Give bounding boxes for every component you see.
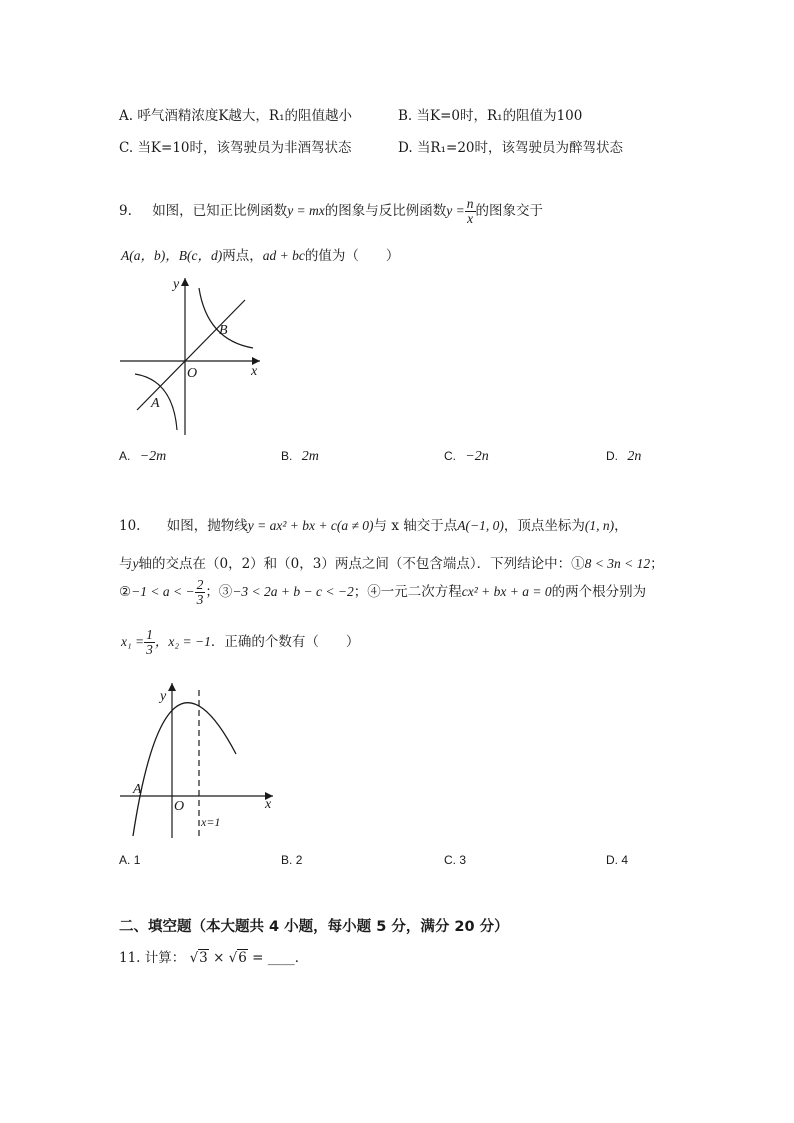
q11-equals: = xyxy=(252,950,264,966)
q10-equation: y = ax² + bx + c(a ≠ 0) xyxy=(247,518,374,533)
q10-x2: ，x₂ = −1 xyxy=(154,634,211,650)
q8-option-b-text: 当K=0时，R₁的阻值为100 xyxy=(416,108,583,124)
q10-stem4-tail: ．正确的个数有（ ） xyxy=(210,634,360,651)
q8-option-c-letter: C. xyxy=(119,140,134,156)
q11-answer-blank: ____ xyxy=(267,950,295,966)
q9-func2-lhs: y = xyxy=(446,203,465,219)
q10-stem2-d: ； xyxy=(650,556,664,572)
q11-prefix: 11. 计算： xyxy=(119,950,186,966)
q9-stem-line1 xyxy=(119,197,543,226)
q11-tail: ． xyxy=(294,950,309,966)
q9-option-d-letter: D. xyxy=(606,449,618,463)
q10-option-c-letter: C. xyxy=(444,853,456,867)
q9-label-b: B xyxy=(219,323,228,338)
q10-label-x: x xyxy=(265,797,272,812)
q8-option-b-letter: B. xyxy=(398,108,413,124)
q9-figure xyxy=(115,270,275,440)
q10-option-b-value: 2 xyxy=(295,853,303,867)
q10-x1-fraction xyxy=(144,628,155,657)
q10-figure xyxy=(115,678,285,843)
q10-stem-line2 xyxy=(119,552,664,572)
q9-func2-den: x xyxy=(467,211,474,227)
q10-label-y: y xyxy=(160,689,167,704)
q9-func1: y = mx xyxy=(287,203,325,219)
q9-stem-part1: 如图，已知正比例函数 xyxy=(152,203,288,220)
q8-option-c xyxy=(119,136,352,156)
q10-label-axis: x=1 xyxy=(201,815,221,829)
q10-number: 10. xyxy=(119,518,141,534)
q10-parabola xyxy=(133,703,236,836)
q10-option-b-letter: B. xyxy=(281,853,293,867)
q10-stem1-c: ，顶点坐标为 xyxy=(503,518,585,534)
q9-option-b-value: 2m xyxy=(301,449,319,464)
q10-conclusion-1: 8 < 3n < 12 xyxy=(584,556,651,571)
q10-stem2-y: y xyxy=(132,556,139,571)
q9-option-b-letter: B. xyxy=(281,449,293,463)
q9-option-c-letter: C. xyxy=(444,449,456,463)
q11-line xyxy=(119,946,308,966)
q10-quadratic: cx² + bx + a = 0 xyxy=(461,584,552,600)
q9-label-y: y xyxy=(173,277,180,292)
q8-option-d-letter: D. xyxy=(398,140,413,156)
q8-option-c-text: 当K=10时，该驾驶员为非酒驾状态 xyxy=(137,140,352,156)
q9-label-o: O xyxy=(187,366,198,381)
q11-sqrt-1: √3 xyxy=(189,950,208,966)
q9-y-arrow xyxy=(181,278,189,286)
q10-x1-den: 3 xyxy=(146,642,153,658)
q10-stem3-e: ；④一元二次方程 xyxy=(353,584,462,601)
q8-option-b xyxy=(398,104,582,124)
q10-stem2-b: 轴的交点在（0，2）和（0，3）两点之间（不包含端点）．下列结论中：① xyxy=(138,556,585,572)
q10-stem1-d: ， xyxy=(614,518,628,534)
q10-vertex: (1, n) xyxy=(584,518,615,533)
q8-option-d xyxy=(398,136,623,156)
q9-option-a xyxy=(119,449,166,465)
q10-stem2-a: 与 xyxy=(119,556,133,572)
q9-stem-line2 xyxy=(121,244,399,264)
q9-option-d-value: 2n xyxy=(627,449,642,464)
q9-func2-num: n xyxy=(466,196,474,211)
q9-stem-part2: 的图象与反比例函数 xyxy=(324,203,447,220)
q10-option-a xyxy=(119,853,140,867)
q10-x1-lhs: x₁ = xyxy=(121,634,145,650)
q10-option-a-value: 1 xyxy=(133,853,141,867)
q9-line2-tail: 的值为（ ） xyxy=(304,248,400,264)
q10-label-o: O xyxy=(174,799,185,814)
q10-stem-line3 xyxy=(119,578,646,607)
q9-stem-part3: 的图象交于 xyxy=(475,203,544,220)
q10-option-d-letter: D. xyxy=(606,853,618,867)
q9-option-d xyxy=(606,449,641,465)
q10-option-c xyxy=(444,853,466,867)
q9-option-a-letter: A. xyxy=(119,449,131,463)
q8-option-a xyxy=(119,104,352,124)
q9-option-a-value: −2m xyxy=(139,449,167,464)
q9-option-b xyxy=(281,449,319,465)
q11-radicand-1: 3 xyxy=(199,950,208,966)
q9-number: 9. xyxy=(119,203,132,220)
q8-option-a-text: 呼气酒精浓度K越大，R₁的阻值越小 xyxy=(137,108,353,124)
q10-stem1-a: 如图，抛物线 xyxy=(166,518,248,534)
q10-stem3-a: ② xyxy=(119,584,132,601)
q11-sqrt-2: √6 xyxy=(228,950,247,966)
q10-fraction-den: 3 xyxy=(196,592,204,608)
q9-line-mx xyxy=(137,300,245,410)
q10-conclusion-3: −3 < 2a + b − c < −2 xyxy=(232,584,354,600)
q10-x1-num: 1 xyxy=(146,627,153,642)
q9-label-a: A xyxy=(151,396,160,411)
q10-stem-line1 xyxy=(119,514,628,534)
q9-expression: ad + bc xyxy=(262,248,305,263)
q10-point-a: A(−1, 0) xyxy=(457,518,504,533)
q9-label-x: x xyxy=(251,364,258,379)
q9-option-c xyxy=(444,449,489,465)
q9-points: A(a，b)，B(c，d) xyxy=(121,248,223,263)
q8-option-d-text: 当R₁=20时，该驾驶员为醉驾状态 xyxy=(416,140,624,156)
q11-radicand-2: 6 xyxy=(238,950,247,966)
q10-stem1-b: 与 x 轴交于点 xyxy=(373,518,458,534)
q10-stem3-g: 的两个根分别为 xyxy=(551,584,647,601)
q9-option-c-value: −2n xyxy=(465,449,489,464)
q10-y-arrow xyxy=(168,683,176,691)
q10-option-d xyxy=(606,853,628,867)
q10-option-b xyxy=(281,853,302,867)
q9-line2-text: 两点， xyxy=(222,248,263,264)
q10-option-d-value: 4 xyxy=(621,853,629,867)
q10-fraction-2-3 xyxy=(195,578,206,607)
q10-conclusion-2: −1 < a < − xyxy=(131,584,195,600)
q10-label-a: A xyxy=(133,782,142,797)
section-2-title: 二、填空题（本大题共 4 小题，每小题 5 分，满分 20 分） xyxy=(119,919,509,935)
q10-option-a-letter: A. xyxy=(119,853,131,867)
q10-stem-line4 xyxy=(121,628,359,657)
q9-func2-fraction xyxy=(465,197,476,226)
q10-option-c-value: 3 xyxy=(459,853,467,867)
q11-times: × xyxy=(213,950,225,966)
q8-option-a-letter: A. xyxy=(119,108,134,124)
q10-stem3-c: ；③ xyxy=(205,584,233,601)
q10-fraction-num: 2 xyxy=(196,577,204,592)
